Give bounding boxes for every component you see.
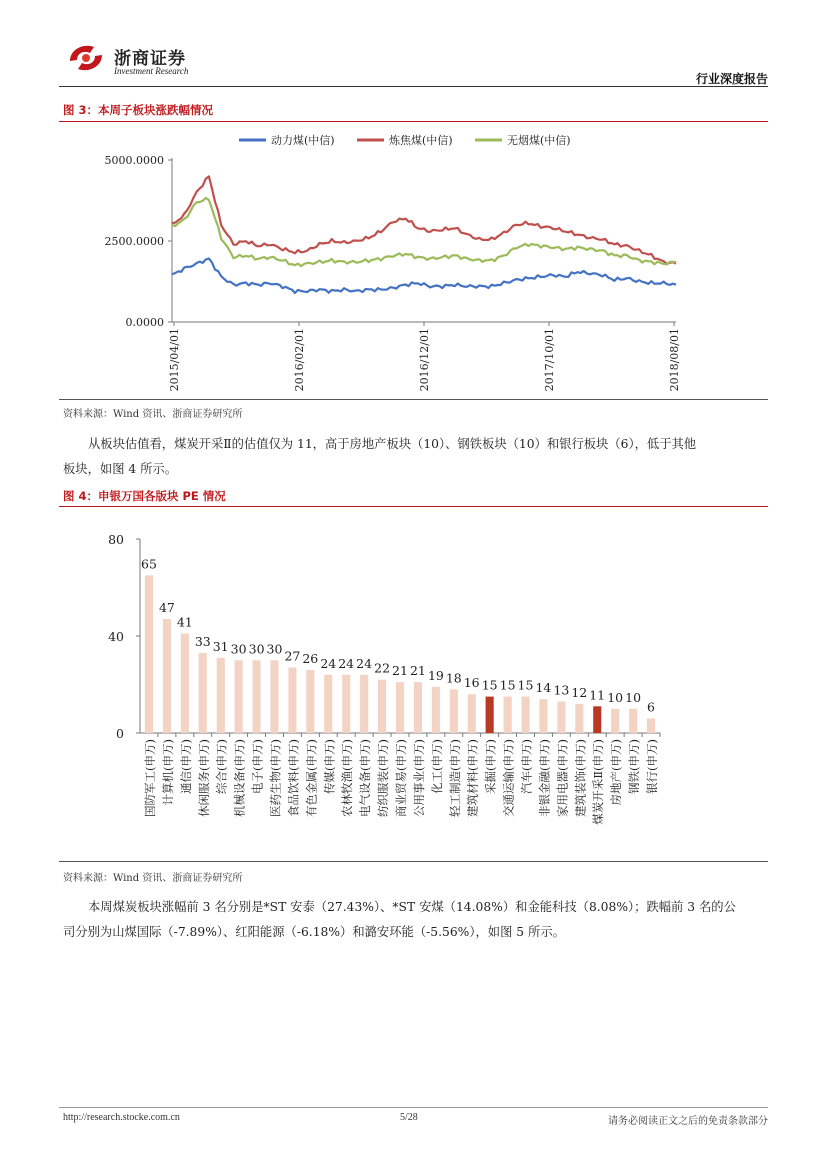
data-label: 19: [427, 667, 444, 683]
figure4-bar-chart: [59, 507, 768, 860]
bar: [468, 694, 476, 733]
bar: [593, 706, 601, 733]
bar: [306, 670, 314, 733]
category-label: 汽车(申万): [519, 739, 534, 794]
category-label: 轻工制造(申万): [447, 739, 462, 817]
data-label: 11: [589, 687, 606, 703]
category-label: 化工(申万): [429, 739, 444, 794]
data-label: 21: [409, 663, 426, 679]
category-label: 采掘(申万): [483, 739, 498, 794]
data-label: 21: [392, 663, 408, 679]
category-label: 钢铁(申万): [627, 739, 642, 794]
bar: [504, 697, 512, 733]
y-tick-label: 80: [108, 532, 124, 547]
x-tick-label: 2016/12/01: [418, 328, 431, 392]
figure3-line-chart: [59, 122, 768, 398]
figure4-source-rule: [59, 861, 768, 862]
bar: [163, 619, 171, 733]
data-label: 15: [517, 677, 534, 693]
x-tick-label: 2016/02/01: [293, 328, 306, 392]
footer-rule: [59, 1107, 768, 1108]
data-label: 15: [481, 677, 498, 693]
category-label: 农林牧渔(申万): [340, 739, 355, 817]
report-type: 行业深度报告: [695, 72, 768, 86]
series-line-3: [172, 198, 676, 266]
data-label: 12: [571, 684, 588, 700]
data-label: 27: [284, 648, 301, 664]
category-label: 通信(申万): [178, 739, 193, 794]
data-label: 13: [553, 682, 570, 698]
data-label: 30: [266, 641, 283, 657]
bar: [486, 697, 494, 733]
company-subtitle: Investment Research: [114, 66, 189, 76]
y-tick-label: 0: [116, 726, 124, 741]
data-label: 33: [194, 634, 211, 649]
paragraph-valuation: [63, 432, 768, 482]
category-label: 计算机(申万): [160, 739, 175, 806]
category-label: 商业贸易(申万): [394, 739, 408, 817]
data-label: 31: [212, 638, 229, 654]
bar: [629, 709, 637, 733]
paragraph-weekly-movers: [63, 895, 768, 945]
category-label: 传媒(申万): [322, 739, 337, 794]
figure4-title: 图 4：申银万国各版块 PE 情况: [63, 489, 226, 503]
data-label: 18: [445, 670, 462, 686]
bar: [396, 682, 404, 733]
data-label: 41: [176, 614, 193, 630]
data-label: 47: [158, 600, 175, 615]
category-label: 食品饮料(申万): [286, 739, 301, 817]
category-label: 休闲服务(申万): [196, 739, 211, 817]
bar: [378, 680, 386, 733]
bar: [432, 687, 440, 733]
figure3-source: 资料来源：Wind 资讯、浙商证券研究所: [63, 409, 243, 420]
category-label: 银行(申万): [645, 739, 659, 794]
company-name: 浙商证券: [114, 49, 186, 69]
category-label: 国防军工(申万): [143, 739, 157, 817]
data-label: 65: [141, 556, 157, 572]
bar: [145, 575, 153, 733]
bar: [235, 660, 243, 733]
footer-url[interactable]: http://research.stocke.com.cn: [63, 1112, 180, 1123]
bar: [253, 660, 261, 733]
y-tick-label: 2500.0000: [104, 235, 164, 248]
bar: [557, 702, 565, 734]
paragraph-valuation-line1: 从板块估值看，煤炭开采Ⅱ的估值仅为 11，高于房地产板块（10）、钢铁板块（10）和银行板块（6），低于其他: [88, 437, 697, 451]
data-label: 30: [230, 641, 247, 657]
figure3-title: 图 3：本周子板块涨跌幅情况: [63, 103, 214, 117]
category-label: 建筑装饰(申万): [573, 739, 588, 817]
data-label: 14: [535, 680, 552, 696]
data-label: 26: [302, 650, 319, 666]
category-label: 家用电器(申万): [555, 739, 570, 817]
figure3-source-rule: [59, 399, 768, 400]
paragraph-valuation-line2: 板块，如图 4 所示。: [63, 462, 178, 476]
bar: [450, 689, 458, 733]
category-label: 建筑材料(申万): [465, 739, 480, 817]
category-label: 医药生物(申万): [268, 739, 283, 817]
bar: [181, 634, 189, 733]
bar: [288, 668, 296, 734]
header-rule: [59, 86, 768, 87]
footer-disclaimer: 请务必阅读正文之后的免责条款部分: [608, 1116, 768, 1127]
bar: [270, 660, 278, 733]
paragraph-weekly-movers-line2: 司分别为山煤国际（-7.89%）、红阳能源（-6.18%）和潞安环能（-5.56%），如图 5 所示。: [63, 925, 565, 939]
x-tick-label: 2017/10/01: [543, 328, 556, 392]
category-label: 房地产(申万): [609, 739, 624, 806]
page-number: 5/28: [400, 1112, 418, 1123]
category-label: 纺织服装(申万): [376, 739, 391, 817]
category-label: 公用事业(申万): [411, 739, 426, 817]
data-label: 24: [320, 655, 337, 671]
logo-icon: [66, 41, 106, 75]
bar: [539, 699, 547, 733]
data-label: 24: [356, 655, 373, 671]
bar: [217, 658, 225, 733]
data-label: 10: [607, 689, 624, 705]
data-label: 6: [647, 699, 655, 715]
category-label: 综合(申万): [214, 739, 229, 794]
category-label: 非银金融(申万): [537, 739, 552, 817]
y-tick-label: 0.0000: [125, 316, 164, 329]
data-label: 15: [499, 677, 516, 693]
series-line-1: [172, 259, 676, 294]
y-tick-label: 5000.0000: [104, 154, 164, 167]
category-label: 煤炭开采Ⅱ(申万): [591, 739, 606, 825]
x-tick-label: 2018/08/01: [668, 328, 681, 392]
y-tick-label: 40: [108, 629, 124, 644]
data-label: 10: [625, 689, 642, 705]
data-label: 24: [338, 655, 355, 671]
bar: [647, 718, 655, 733]
paragraph-weekly-movers-line1: 本周煤炭板块涨幅前 3 名分别是*ST 安泰（27.43%）、*ST 安煤（14.08%）和金能科技（8.08%）；跌幅前 3 名的公: [88, 900, 736, 914]
figure4-source: 资料来源：Wind 资讯、浙商证券研究所: [63, 873, 243, 884]
category-label: 机械设备(申万): [232, 739, 247, 817]
data-label: 22: [374, 660, 391, 676]
legend-label-3: 无烟煤(中信): [507, 134, 571, 147]
category-label: 电子(申万): [250, 739, 265, 794]
category-label: 有色金属(申万): [304, 739, 319, 817]
bar: [575, 704, 583, 733]
legend-label-1: 动力煤(中信): [271, 134, 335, 147]
category-label: 交通运输(申万): [501, 739, 516, 817]
bar: [522, 697, 530, 733]
bar: [199, 653, 207, 733]
x-tick-label: 2015/04/01: [168, 328, 181, 392]
bar: [342, 675, 350, 733]
data-label: 30: [248, 641, 265, 657]
bar: [324, 675, 332, 733]
legend-label-2: 炼焦煤(中信): [389, 134, 453, 147]
data-label: 16: [463, 675, 480, 691]
bar: [360, 675, 368, 733]
category-label: 电气设备(申万): [358, 739, 373, 817]
bar: [611, 709, 619, 733]
bar: [414, 682, 422, 733]
